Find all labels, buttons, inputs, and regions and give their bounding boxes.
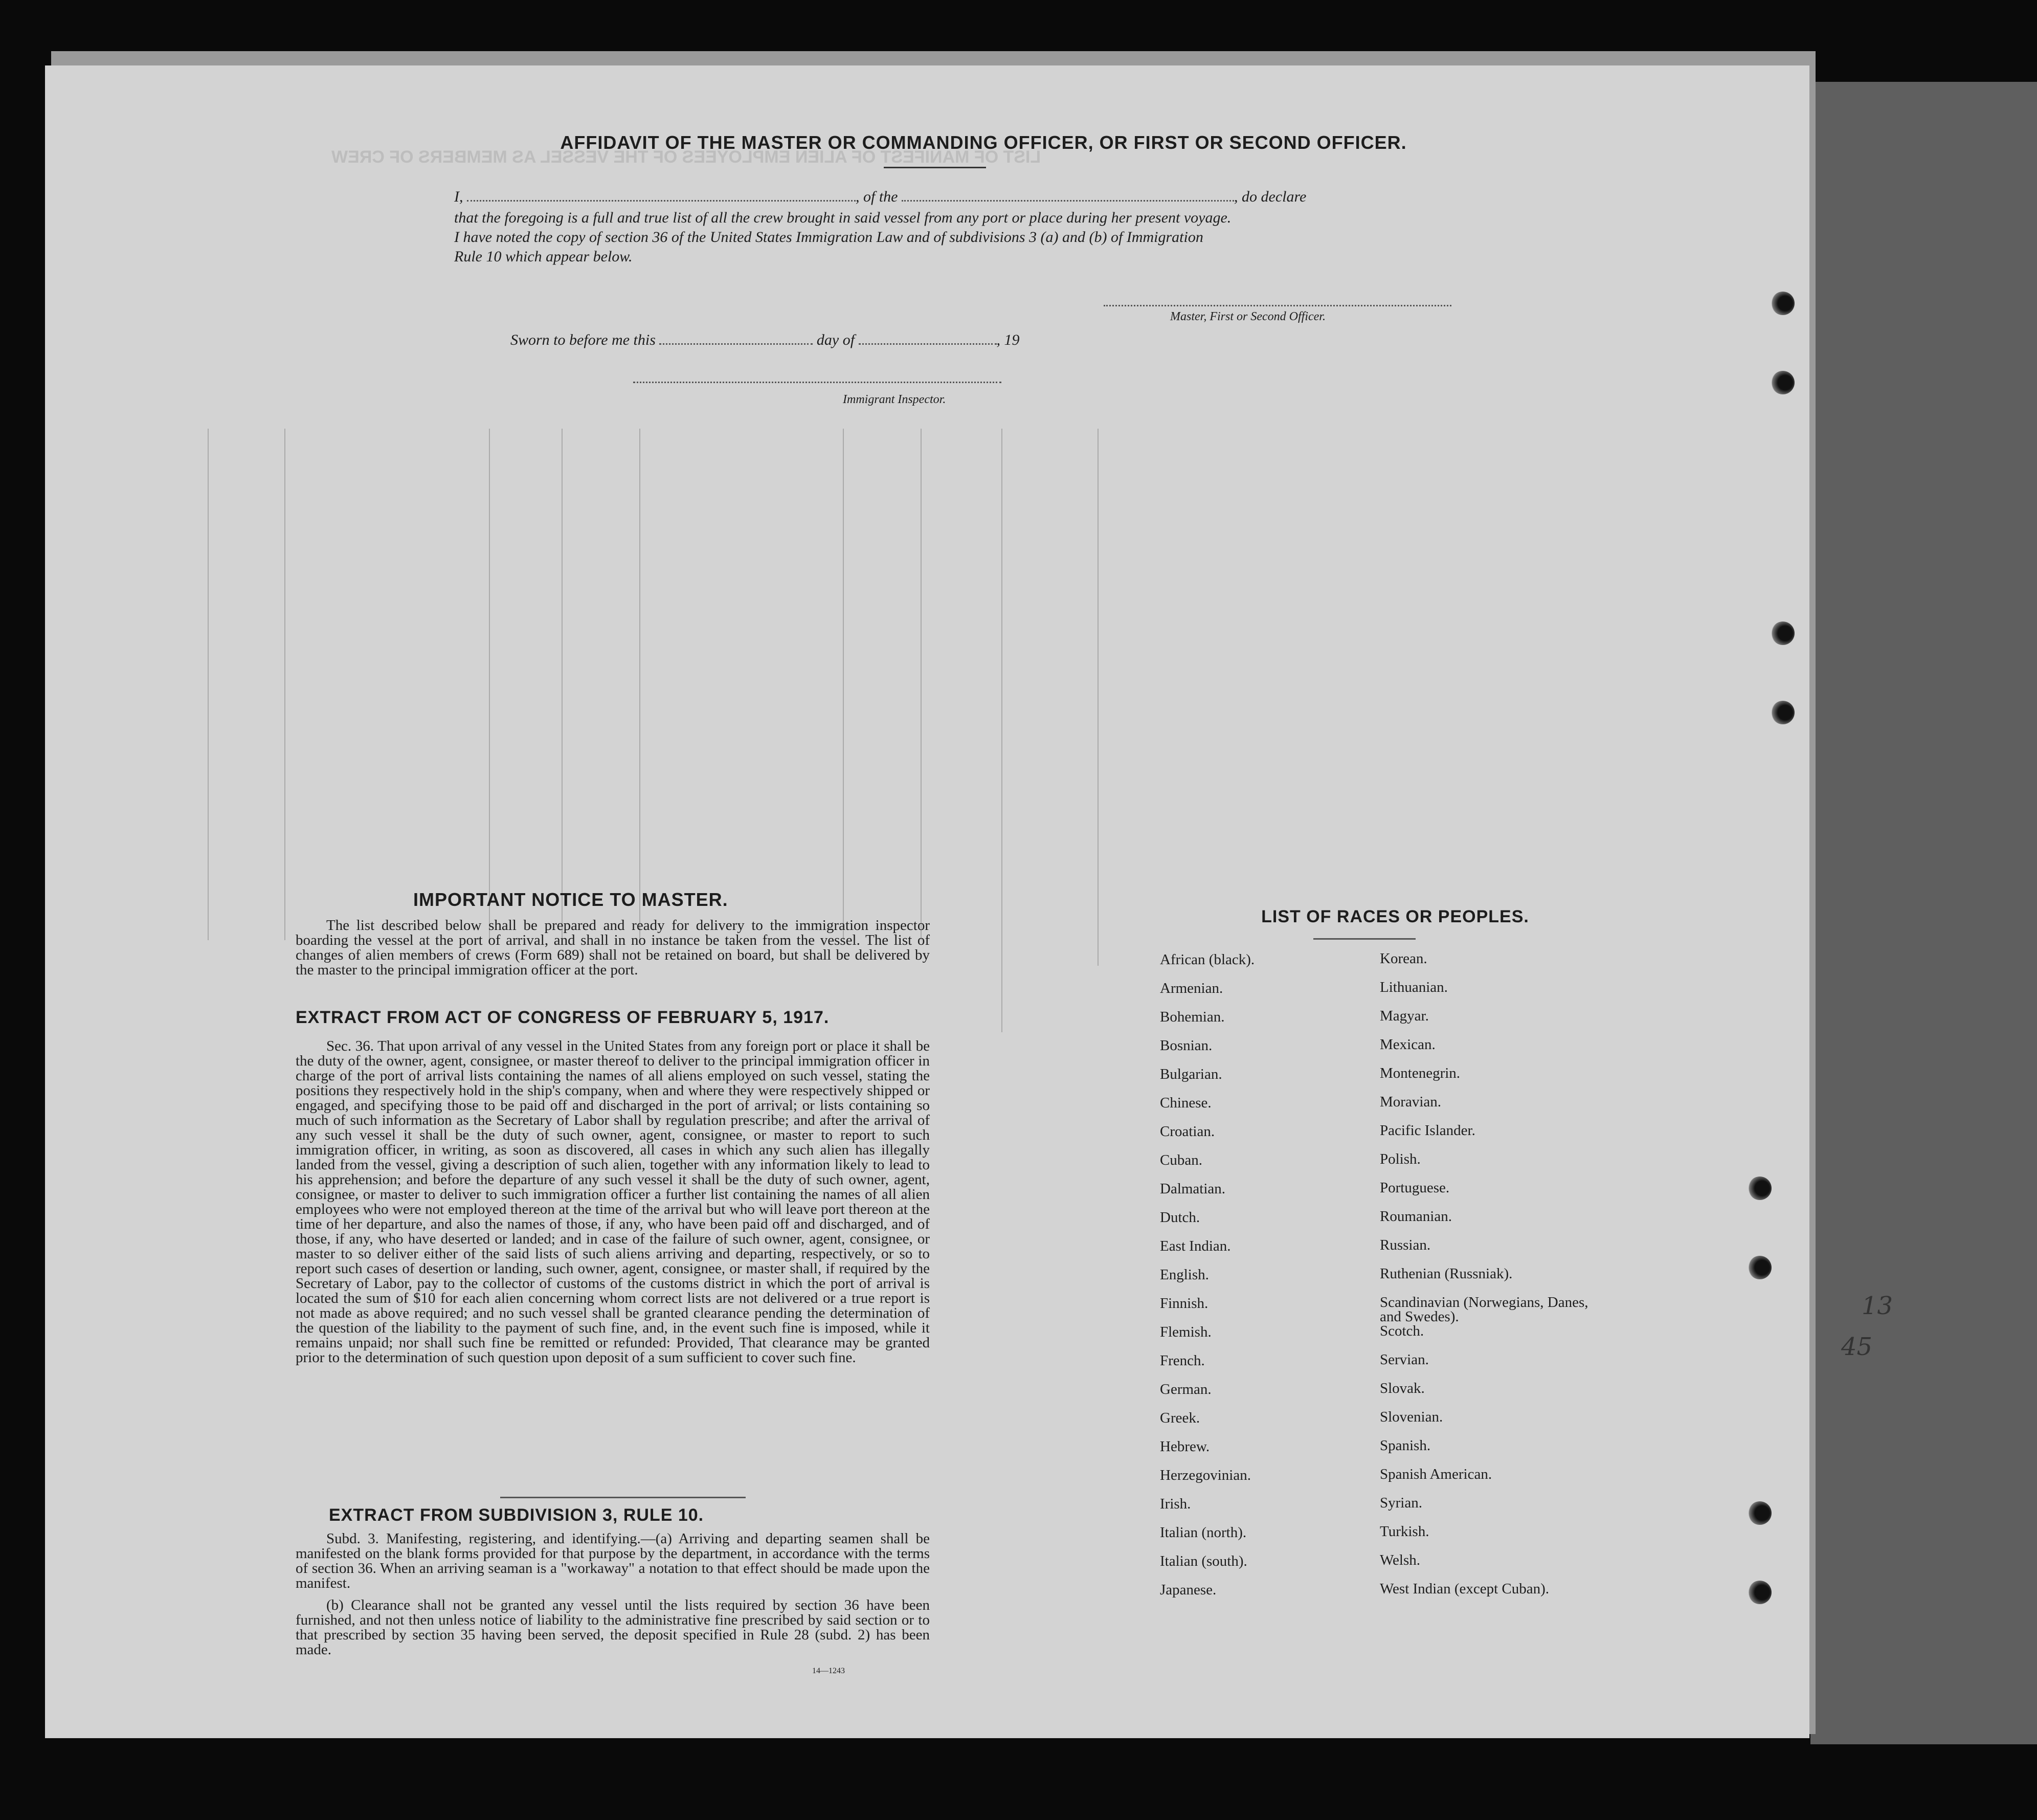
race-item: West Indian (except Cuban).	[1380, 1581, 1550, 1597]
race-item: Russian.	[1380, 1237, 1431, 1253]
race-item: Portuguese.	[1380, 1180, 1450, 1196]
affidavit-line-1	[454, 188, 1306, 206]
column-rule	[1098, 429, 1099, 966]
race-item: Moravian.	[1380, 1094, 1441, 1110]
column-rule	[639, 429, 640, 940]
race-item: Dutch.	[1160, 1209, 1200, 1226]
notice-body: The list described below shall be prepared and ready for delivery to the immigration inspector boarding the vessel at the port of arrival, and shall in no instance be taken from the vessel. The list of changes of alien members of crews (Form 689) shall not be retained on board, but shall be delivered by the master to the principal immigration officer at the port.	[296, 917, 930, 978]
race-item: English.	[1160, 1267, 1209, 1283]
race-item: Dalmatian.	[1160, 1181, 1226, 1197]
affidavit-line-3: I have noted the copy of section 36 of the United States Immigration Law and of subdivisions 3 (a) and (b) of Immigration	[454, 229, 1203, 246]
sworn-year: , 19	[996, 331, 1020, 348]
extract-divider	[500, 1497, 746, 1498]
race-item: Korean.	[1380, 950, 1427, 967]
bleed-through-heading: LIST OF MANIFEST OF ALIEN EMPLOYEES OF THE VESSEL AS MEMBERS OF CREW	[331, 147, 1041, 167]
name-blank[interactable]	[467, 200, 856, 202]
race-item: Italian (north).	[1160, 1524, 1247, 1541]
race-item: Spanish American.	[1380, 1466, 1492, 1482]
race-item: Polish.	[1380, 1151, 1421, 1167]
race-item: Roumanian.	[1380, 1208, 1452, 1225]
punch-hole	[1748, 1256, 1772, 1279]
race-item: Italian (south).	[1160, 1553, 1247, 1569]
inspector-signature-line[interactable]	[633, 382, 1001, 383]
punch-hole	[1748, 1177, 1772, 1200]
race-item: Hebrew.	[1160, 1438, 1210, 1455]
margin-note: 45	[1841, 1333, 1873, 1361]
race-item: French.	[1160, 1352, 1205, 1369]
column-rule	[843, 429, 844, 940]
act-extract-body: Sec. 36. That upon arrival of any vessel in the United States from any foreign port or place it shall be the duty of the owner, agent, consignee, or master thereof to deliver to the principal immigration officer in charge of the port of arrival lists containing the names of all aliens employed on such vessel, stating the positions they respectively hold in the ship's company, when and where they were respectively shipped or engaged, and specifying those to be paid off and discharged in the port of arrival; or lists containing so much of such information as the Secretary of Labor shall by regulation prescribe; and after the arrival of any such vessel it shall be the duty of such owner, agent, consignee, or master to report to such immigration officer, in writing, as soon as discovered, all cases in which any such alien has illegally landed from the vessel, giving a description of such alien, together with any information likely to lead to his apprehension; and before the departure of any such vessel it shall be the duty of such owner, agent, consignee, or master to deliver to such immigration officer a further list containing the names of all alien employees who were not employed thereon at the time of the arrival but who will leave port thereon at the time of her departure, and also the names of those, if any, who have been paid off and discharged, and of those, if any, who have deserted or landed; and in case of the failure of such owner, agent, consignee, or master to so deliver either of the said lists of such aliens arriving and departing, respectively, or so to report such cases of desertion or landing, such owner, agent, consignee, or master shall, if required by the Secretary of Labor, pay to the collector of customs of the customs district in which the port of arrival is located the sum of $10 for each alien concerning whom correct lists are not delivered or a true report is not made as above required; and no such vessel shall be granted clearance pending the determination of the question of the liability to the payment of such fine, and, in the event such fine is imposed, while it remains unpaid; nor shall such fine be remitted or refunded: Provided, That clearance may be granted prior to the determination of such question upon deposit of a sum sufficient to cover such fine.	[296, 1038, 930, 1366]
race-item: Turkish.	[1380, 1523, 1429, 1540]
race-item: Slovenian.	[1380, 1409, 1443, 1425]
punch-hole	[1771, 292, 1795, 315]
column-rule	[208, 429, 209, 940]
sworn-day-of: day of	[816, 331, 855, 348]
punch-hole	[1771, 371, 1795, 394]
race-item: Chinese.	[1160, 1095, 1212, 1111]
column-rule	[921, 429, 922, 940]
race-item: Pacific Islander.	[1380, 1122, 1475, 1139]
margin-note: 13	[1862, 1292, 1893, 1320]
manifest-page	[45, 65, 1809, 1738]
race-item: Servian.	[1380, 1351, 1429, 1368]
affidavit-line-4: Rule 10 which appear below.	[454, 248, 633, 265]
race-item: African (black).	[1160, 951, 1255, 968]
inspector-caption: Immigrant Inspector.	[843, 393, 946, 406]
rule-extract-para-a: Subd. 3. Manifesting, registering, and identifying.—(a) Arriving and departing seamen shall be manifested on the blank forms provided for that purpose by the department, in accordance with the terms of section 36. When an arriving seaman is a "workaway" a notation to that effect should be made upon the manifest.	[296, 1530, 930, 1591]
sworn-line	[510, 331, 1020, 349]
sworn-month-blank[interactable]	[859, 343, 997, 345]
race-item: Irish.	[1160, 1496, 1191, 1512]
affidavit-declare: , do declare	[1234, 188, 1307, 205]
signature-line[interactable]	[1104, 305, 1451, 306]
form-number: 14—1243	[812, 1667, 845, 1675]
race-item: East Indian.	[1160, 1238, 1231, 1254]
rule-extract-title: EXTRACT FROM SUBDIVISION 3, RULE 10.	[329, 1505, 704, 1525]
affidavit-i: I,	[454, 188, 463, 205]
race-item: German.	[1160, 1381, 1212, 1397]
race-item: Scotch.	[1380, 1323, 1424, 1339]
sworn-day-blank[interactable]	[659, 343, 813, 345]
rule-extract-para-b: (b) Clearance shall not be granted any vessel until the lists required by section 36 have been furnished, and not then unless notice of liability to the administrative fine prescribed by said section or to that prescribed by section 35 having been served, the deposit specified in Rule 28 (subd. 2) has been made.	[296, 1597, 930, 1658]
race-item: Flemish.	[1160, 1324, 1212, 1340]
race-item: Japanese.	[1160, 1582, 1217, 1598]
punch-hole	[1771, 622, 1795, 645]
race-item: Mexican.	[1380, 1036, 1436, 1053]
race-item: Montenegrin.	[1380, 1065, 1461, 1081]
race-item: Slovak.	[1380, 1380, 1425, 1396]
column-rule	[284, 429, 285, 940]
punch-hole	[1748, 1581, 1772, 1604]
notice-title: IMPORTANT NOTICE TO MASTER.	[413, 889, 728, 910]
races-title-rule	[1313, 938, 1416, 940]
act-extract-title: EXTRACT FROM ACT OF CONGRESS OF FEBRUARY 5, 1917.	[296, 1008, 830, 1027]
race-item: Greek.	[1160, 1410, 1200, 1426]
race-item: Welsh.	[1380, 1552, 1421, 1568]
race-item: Ruthenian (Russniak).	[1380, 1266, 1513, 1282]
title-rule	[884, 167, 986, 168]
race-item: Cuban.	[1160, 1152, 1202, 1168]
race-item: Lithuanian.	[1380, 979, 1448, 995]
race-item: Scandinavian (Norwegians, Danes, and Swedes).	[1380, 1294, 1588, 1325]
underlying-page-shadow	[1810, 82, 2037, 1744]
race-item: Bosnian.	[1160, 1037, 1213, 1054]
punch-hole	[1748, 1501, 1772, 1525]
punch-hole	[1771, 701, 1795, 724]
vessel-blank[interactable]	[902, 200, 1234, 202]
race-item: Magyar.	[1380, 1008, 1429, 1024]
race-item: Finnish.	[1160, 1295, 1208, 1312]
affidavit-line-2: that the foregoing is a full and true list of all the crew brought in said vessel from any port or place during her present voyage.	[454, 209, 1232, 226]
affidavit-title: AFFIDAVIT OF THE MASTER OR COMMANDING OFFICER, OR FIRST OR SECOND OFFICER.	[560, 132, 1407, 153]
signature-caption: Master, First or Second Officer.	[1170, 310, 1326, 323]
race-item: Spanish.	[1380, 1437, 1431, 1454]
affidavit-of-the: , of the	[856, 188, 898, 205]
race-item: Croatian.	[1160, 1123, 1215, 1140]
races-title: LIST OF RACES OR PEOPLES.	[1261, 907, 1529, 926]
column-rule	[562, 429, 563, 940]
race-item: Herzegovinian.	[1160, 1467, 1251, 1483]
race-item: Armenian.	[1160, 980, 1223, 996]
column-rule	[1001, 429, 1002, 1032]
sworn-prefix: Sworn to before me this	[510, 331, 656, 348]
column-rule	[489, 429, 490, 940]
race-item: Bulgarian.	[1160, 1066, 1222, 1082]
race-item: Syrian.	[1380, 1495, 1422, 1511]
race-item: Bohemian.	[1160, 1009, 1225, 1025]
